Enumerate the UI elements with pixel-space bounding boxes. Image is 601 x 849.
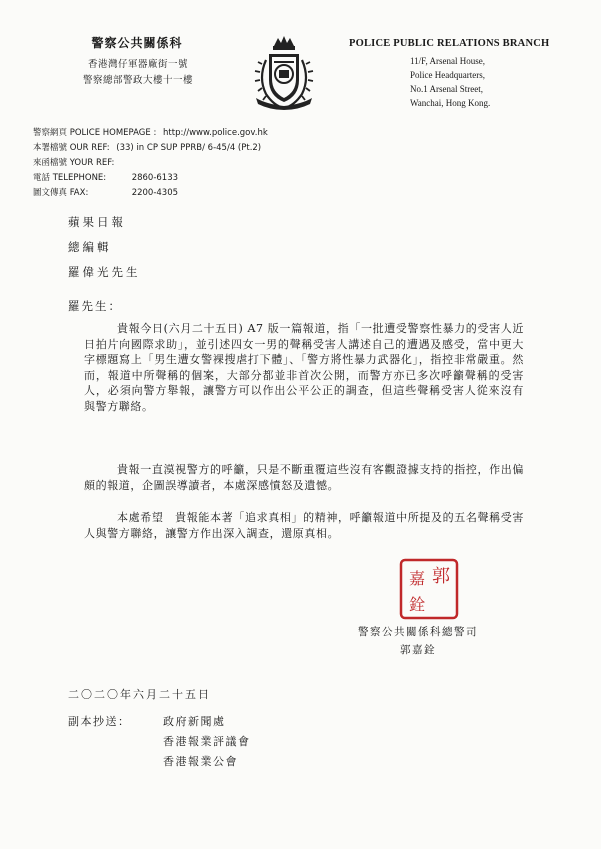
ref-telephone-value: 2860-6133 bbox=[131, 173, 179, 183]
body-paragraph-3-text: 本處希望 貴報能本著「追求真相」的精神，呼籲報道中所提及的五名聲稱受害人與警方聯絡，讓警方作出深入調查，還原真相。 bbox=[84, 511, 524, 540]
address-english-line4: Wanchai, Hong Kong. bbox=[410, 98, 491, 108]
seal-stamp-icon bbox=[399, 558, 459, 620]
ref-our-ref-value: (33) in CP SUP PPRB/ 6-45/4 (Pt.2) bbox=[116, 143, 262, 153]
police-crest-icon bbox=[252, 34, 316, 110]
address-english-line2: Police Headquarters, bbox=[410, 70, 485, 80]
ref-your-ref-label: 來函檔號 YOUR REF: bbox=[33, 158, 115, 168]
ref-homepage-value[interactable]: http://www.police.gov.hk bbox=[163, 128, 268, 138]
cc-item-2: 香港報業評議會 bbox=[163, 735, 251, 748]
ref-our-ref-label: 本署檔號 OUR REF: bbox=[33, 143, 110, 153]
signatory-title: 警察公共關係科總警司 bbox=[358, 626, 478, 638]
body-paragraph-3 bbox=[84, 510, 524, 541]
signatory-name: 郭嘉銓 bbox=[400, 644, 436, 656]
branch-name-chinese: 警察公共關係科 bbox=[91, 36, 183, 50]
address-chinese-line1: 香港灣仔軍器廠街一號 bbox=[87, 59, 188, 70]
ref-fax bbox=[33, 186, 393, 198]
body-paragraph-2 bbox=[84, 462, 524, 493]
ref-fax-label: 圖文傳真 FAX: bbox=[33, 188, 89, 198]
body-paragraph-2-text: 貴報一直漠視警方的呼籲，只是不斷重覆這些沒有客觀證據支持的指控，作出偏頗的報道，企圖誤導讀者，本處深感憤怒及遺憾。 bbox=[84, 463, 524, 492]
svg-text:郭: 郭 bbox=[432, 566, 450, 587]
cc-item-1: 政府新聞處 bbox=[163, 715, 226, 728]
recipient-newspaper: 蘋果日報 bbox=[68, 215, 126, 229]
address-chinese-line2: 警察總部警政大樓十一樓 bbox=[82, 75, 193, 86]
body-paragraph-1 bbox=[84, 321, 524, 415]
salutation: 羅先生： bbox=[68, 299, 122, 313]
body-paragraph-1-text: 貴報今日(六月二十五日) A7 版一篇報道，指「一批遭受警察性暴力的受害人近日拍片向國際求助」，並引述四女一男的聲稱受害人講述自己的遭遇及感受，當中更大字標題寫上「男生遭女警裸搜虐打下體」、「警方將性暴力武器化」，指控非常嚴重。然而，報道中所聲稱的個案，大部分都並非首次公開，而警方亦已多次呼籲聲稱的受害人，必須向警方舉報，讓警方可以作出公平公正的調查，但這些聲稱受害人從來沒有與警方聯絡。 bbox=[84, 322, 524, 413]
ref-your-ref bbox=[33, 156, 393, 168]
branch-name-english: POLICE PUBLIC RELATIONS BRANCH bbox=[349, 38, 550, 49]
ref-homepage bbox=[33, 126, 393, 138]
cc-item-3: 香港報業公會 bbox=[163, 755, 238, 768]
svg-text:嘉: 嘉 bbox=[408, 569, 426, 588]
recipient-name: 羅偉光先生 bbox=[68, 265, 141, 279]
ref-telephone bbox=[33, 171, 393, 183]
ref-our-ref bbox=[33, 141, 393, 153]
address-english-line3: No.1 Arsenal Street, bbox=[410, 84, 483, 94]
recipient-title: 總編輯 bbox=[68, 240, 112, 254]
svg-text:銓: 銓 bbox=[408, 595, 426, 614]
ref-fax-value: 2200-4305 bbox=[131, 188, 179, 198]
letter-date: 二〇二〇年六月二十五日 bbox=[68, 688, 211, 701]
ref-telephone-label: 電話 TELEPHONE: bbox=[33, 173, 107, 183]
ref-homepage-label: 警察網頁 POLICE HOMEPAGE : bbox=[33, 128, 157, 138]
address-english-line1: 11/F, Arsenal House, bbox=[410, 56, 485, 66]
cc-label: 副本抄送： bbox=[68, 715, 131, 728]
